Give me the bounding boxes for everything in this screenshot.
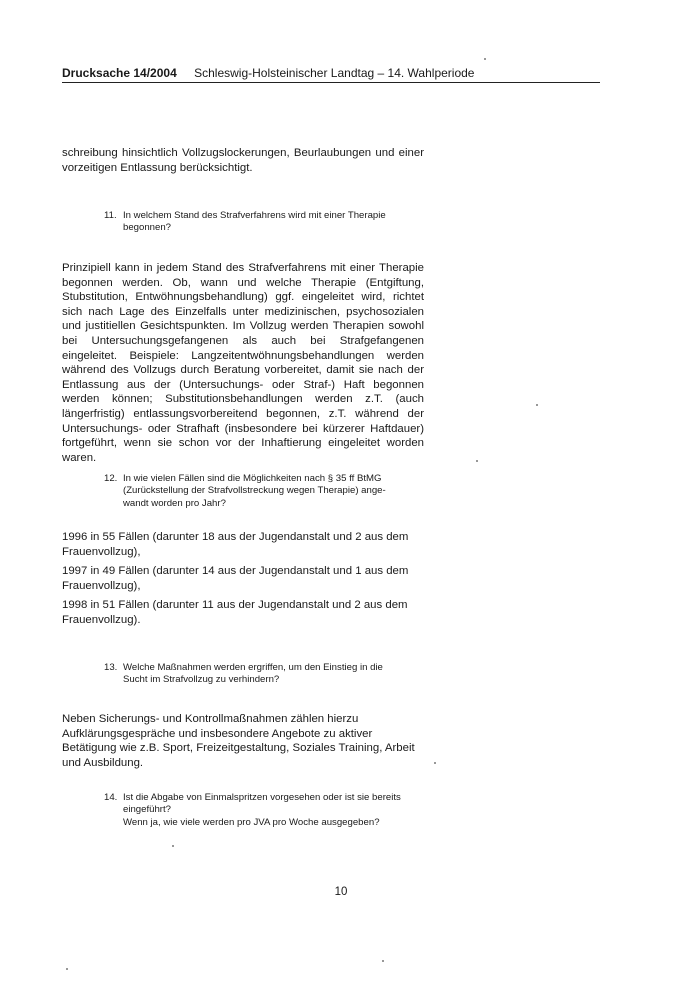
question-13 (104, 662, 422, 687)
question-text: Welche Maßnahmen werden ergriffen, um den Einstieg in die Sucht im Strafvollzug zu verhindern? (123, 662, 383, 686)
question-12 (104, 473, 422, 510)
question-text: In welchem Stand des Strafverfahrens wird mit einer Therapie begonnen? (123, 210, 386, 234)
scan-speck (382, 960, 384, 962)
scan-speck (484, 58, 486, 60)
answer-line-1996: 1996 in 55 Fällen (darunter 18 aus der Jugendanstalt und 2 aus dem Frauenvollzug), (62, 531, 409, 558)
question-14 (104, 792, 422, 829)
question-number: 13. (104, 662, 118, 673)
question-text: In wie vielen Fällen sind die Möglichkeiten nach § 35 ff BtMG (Zurückstellung der Strafvollstreckung wegen Therapie) ange- wandt worden pro Jahr? (123, 473, 386, 509)
question-text: Ist die Abgabe von Einmalspritzen vorgesehen oder ist sie bereits eingeführt? Wenn ja, wie viele werden pro JVA pro Woche ausgegeben? (123, 792, 401, 828)
answer-11: Prinzipiell kann in jedem Stand des Strafverfahrens mit einer Therapie begonnen werden. Ob, wann und welche Therapie (Entgiftung, Stubstitution, Entwöhnungsbehandlung) ggf. eingeleitet wird, richtet sich nach Lage des Einzelfalls unter medizinischen, psychosozialen und justitiellen Gesichtspunkten. Im Vollzug werden Therapien sowohl bei Untersuchungsgefangenen als auch bei Strafgefangenen eingeleitet. Beispiele: Langzeitentwöhnungsbehandlungen werden während des Vollzugs durch Beratung vorbereitet, damit sie nach der Entlassung aus der (Untersuchungs- oder Straf-) Haft begonnen werden können; Substitutionsbehandlungen werden z.T. (auch längerfristig) entlassungsvorbereitend begonnen, z.T. während der Untersuchungs- oder Strafhaft (insbesondere bei kürzerer Haftdauer) fortgeführt, wenn sie schon vor der Inhaftierung eingeleitet worden waren. (62, 262, 424, 464)
header-rule (62, 82, 600, 83)
scan-speck (66, 968, 68, 970)
question-number: 11. (104, 210, 117, 221)
scan-speck (434, 762, 436, 764)
question-number: 14. (104, 792, 118, 803)
intro-paragraph: schreibung hinsichtlich Vollzugslockerungen, Beurlaubungen und einer vorzeitigen Entlassung berücksichtigt. (62, 147, 424, 174)
page-header (62, 66, 600, 81)
question-11 (104, 210, 422, 235)
answer-line-1997: 1997 in 49 Fällen (darunter 14 aus der Jugendanstalt und 1 aus dem Frauenvollzug), (62, 565, 409, 592)
scan-speck (536, 404, 538, 406)
answer-12 (62, 530, 424, 633)
document-number: Drucksache 14/2004 (62, 66, 177, 80)
answer-13: Neben Sicherungs- und Kontrollmaßnahmen zählen hierzu Aufklärungsgespräche und insbesondere Angebote zu aktiver Betätigung wie z.B. Sport, Freizeitgestaltung, Soziales Training, Arbeit und Ausbildung. (62, 713, 415, 769)
scan-speck (476, 460, 478, 462)
parliament-title: Schleswig-Holsteinischer Landtag – 14. Wahlperiode (194, 66, 475, 80)
scan-speck (172, 845, 174, 847)
page-number: 10 (334, 886, 348, 898)
question-number: 12. (104, 473, 118, 484)
answer-line-1998: 1998 in 51 Fällen (darunter 11 aus der Jugendanstalt und 2 aus dem Frauenvollzug). (62, 599, 408, 626)
